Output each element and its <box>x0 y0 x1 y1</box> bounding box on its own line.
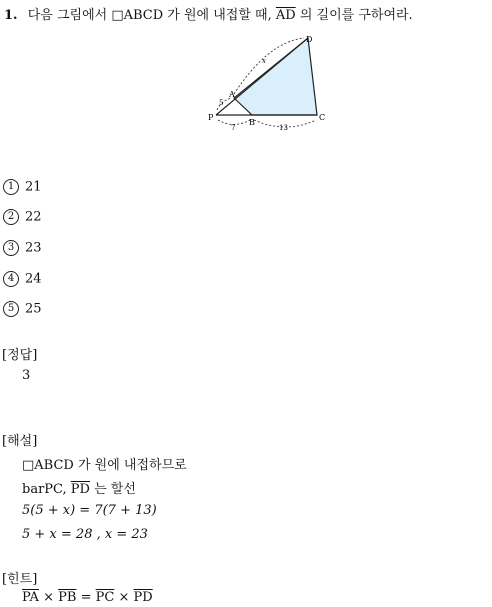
explanation-line-2-suffix: 는 할선 <box>89 482 136 497</box>
hint-times-2: × <box>118 590 130 605</box>
choice-5[interactable] <box>3 301 42 317</box>
question-text <box>4 4 413 23</box>
choice-4-mark: 4 <box>3 271 19 287</box>
choice-2-value: 22 <box>25 209 42 225</box>
hint-formula <box>22 590 153 605</box>
label-c: C <box>319 113 326 122</box>
choice-4-value: 24 <box>25 271 42 287</box>
question-number: 1. <box>4 8 18 23</box>
label-p: P <box>208 113 214 122</box>
hint-segment-pb: $\overline{PB}$ <box>58 590 77 605</box>
choice-3-mark: 3 <box>3 240 19 256</box>
hint-segment-pc: $\overline{PC}$ <box>95 590 115 605</box>
question-text-after: 의 길이를 구하여라. <box>299 8 413 23</box>
question-text-before: 다음 그림에서 □ABCD 가 원에 내접할 때, <box>27 8 276 23</box>
length-ad: x <box>262 57 266 65</box>
length-pb: 7 <box>231 124 236 132</box>
label-b: B <box>249 118 255 127</box>
answer-value: 3 <box>22 368 31 383</box>
hint-segment-pd: $\overline{PD}$ <box>133 590 153 605</box>
hint-equals: = <box>80 590 92 605</box>
choice-2-mark: 2 <box>3 209 19 225</box>
choice-3-value: 23 <box>25 240 42 256</box>
hint-times-1: × <box>43 590 54 605</box>
question-segment: $\overline{AD}$ <box>275 8 296 23</box>
length-bc: 13 <box>279 124 288 132</box>
explanation-label: [해설] <box>2 434 38 449</box>
choice-1-value: 21 <box>25 179 42 195</box>
choice-4[interactable] <box>3 271 42 287</box>
explanation-line-3: 5(5 + x) = 7(7 + 13) <box>22 503 157 518</box>
choice-1-mark: 1 <box>3 179 19 195</box>
explanation-line-1: □ABCD 가 원에 내접하므로 <box>22 458 187 473</box>
geometry-figure <box>200 34 334 134</box>
explanation-line-2-prefix: barPC, <box>22 482 71 497</box>
label-d: D <box>306 35 313 44</box>
length-pa: 5 <box>219 99 224 107</box>
explanation-line-2 <box>22 478 136 497</box>
answer-label: [정답] <box>2 348 38 363</box>
choice-2[interactable] <box>3 209 42 225</box>
choice-5-value: 25 <box>25 301 42 317</box>
choice-3[interactable] <box>3 240 42 256</box>
choice-1[interactable] <box>3 179 42 195</box>
label-a: A <box>229 90 235 99</box>
explanation-line-2-segment: $\overline{PD}$ <box>70 482 90 497</box>
choice-5-mark: 5 <box>3 301 19 317</box>
explanation-line-4: 5 + x = 28 , x = 23 <box>22 527 148 542</box>
hint-segment-pa: $\overline{PA}$ <box>22 590 39 605</box>
hint-label: [힌트] <box>2 572 38 587</box>
